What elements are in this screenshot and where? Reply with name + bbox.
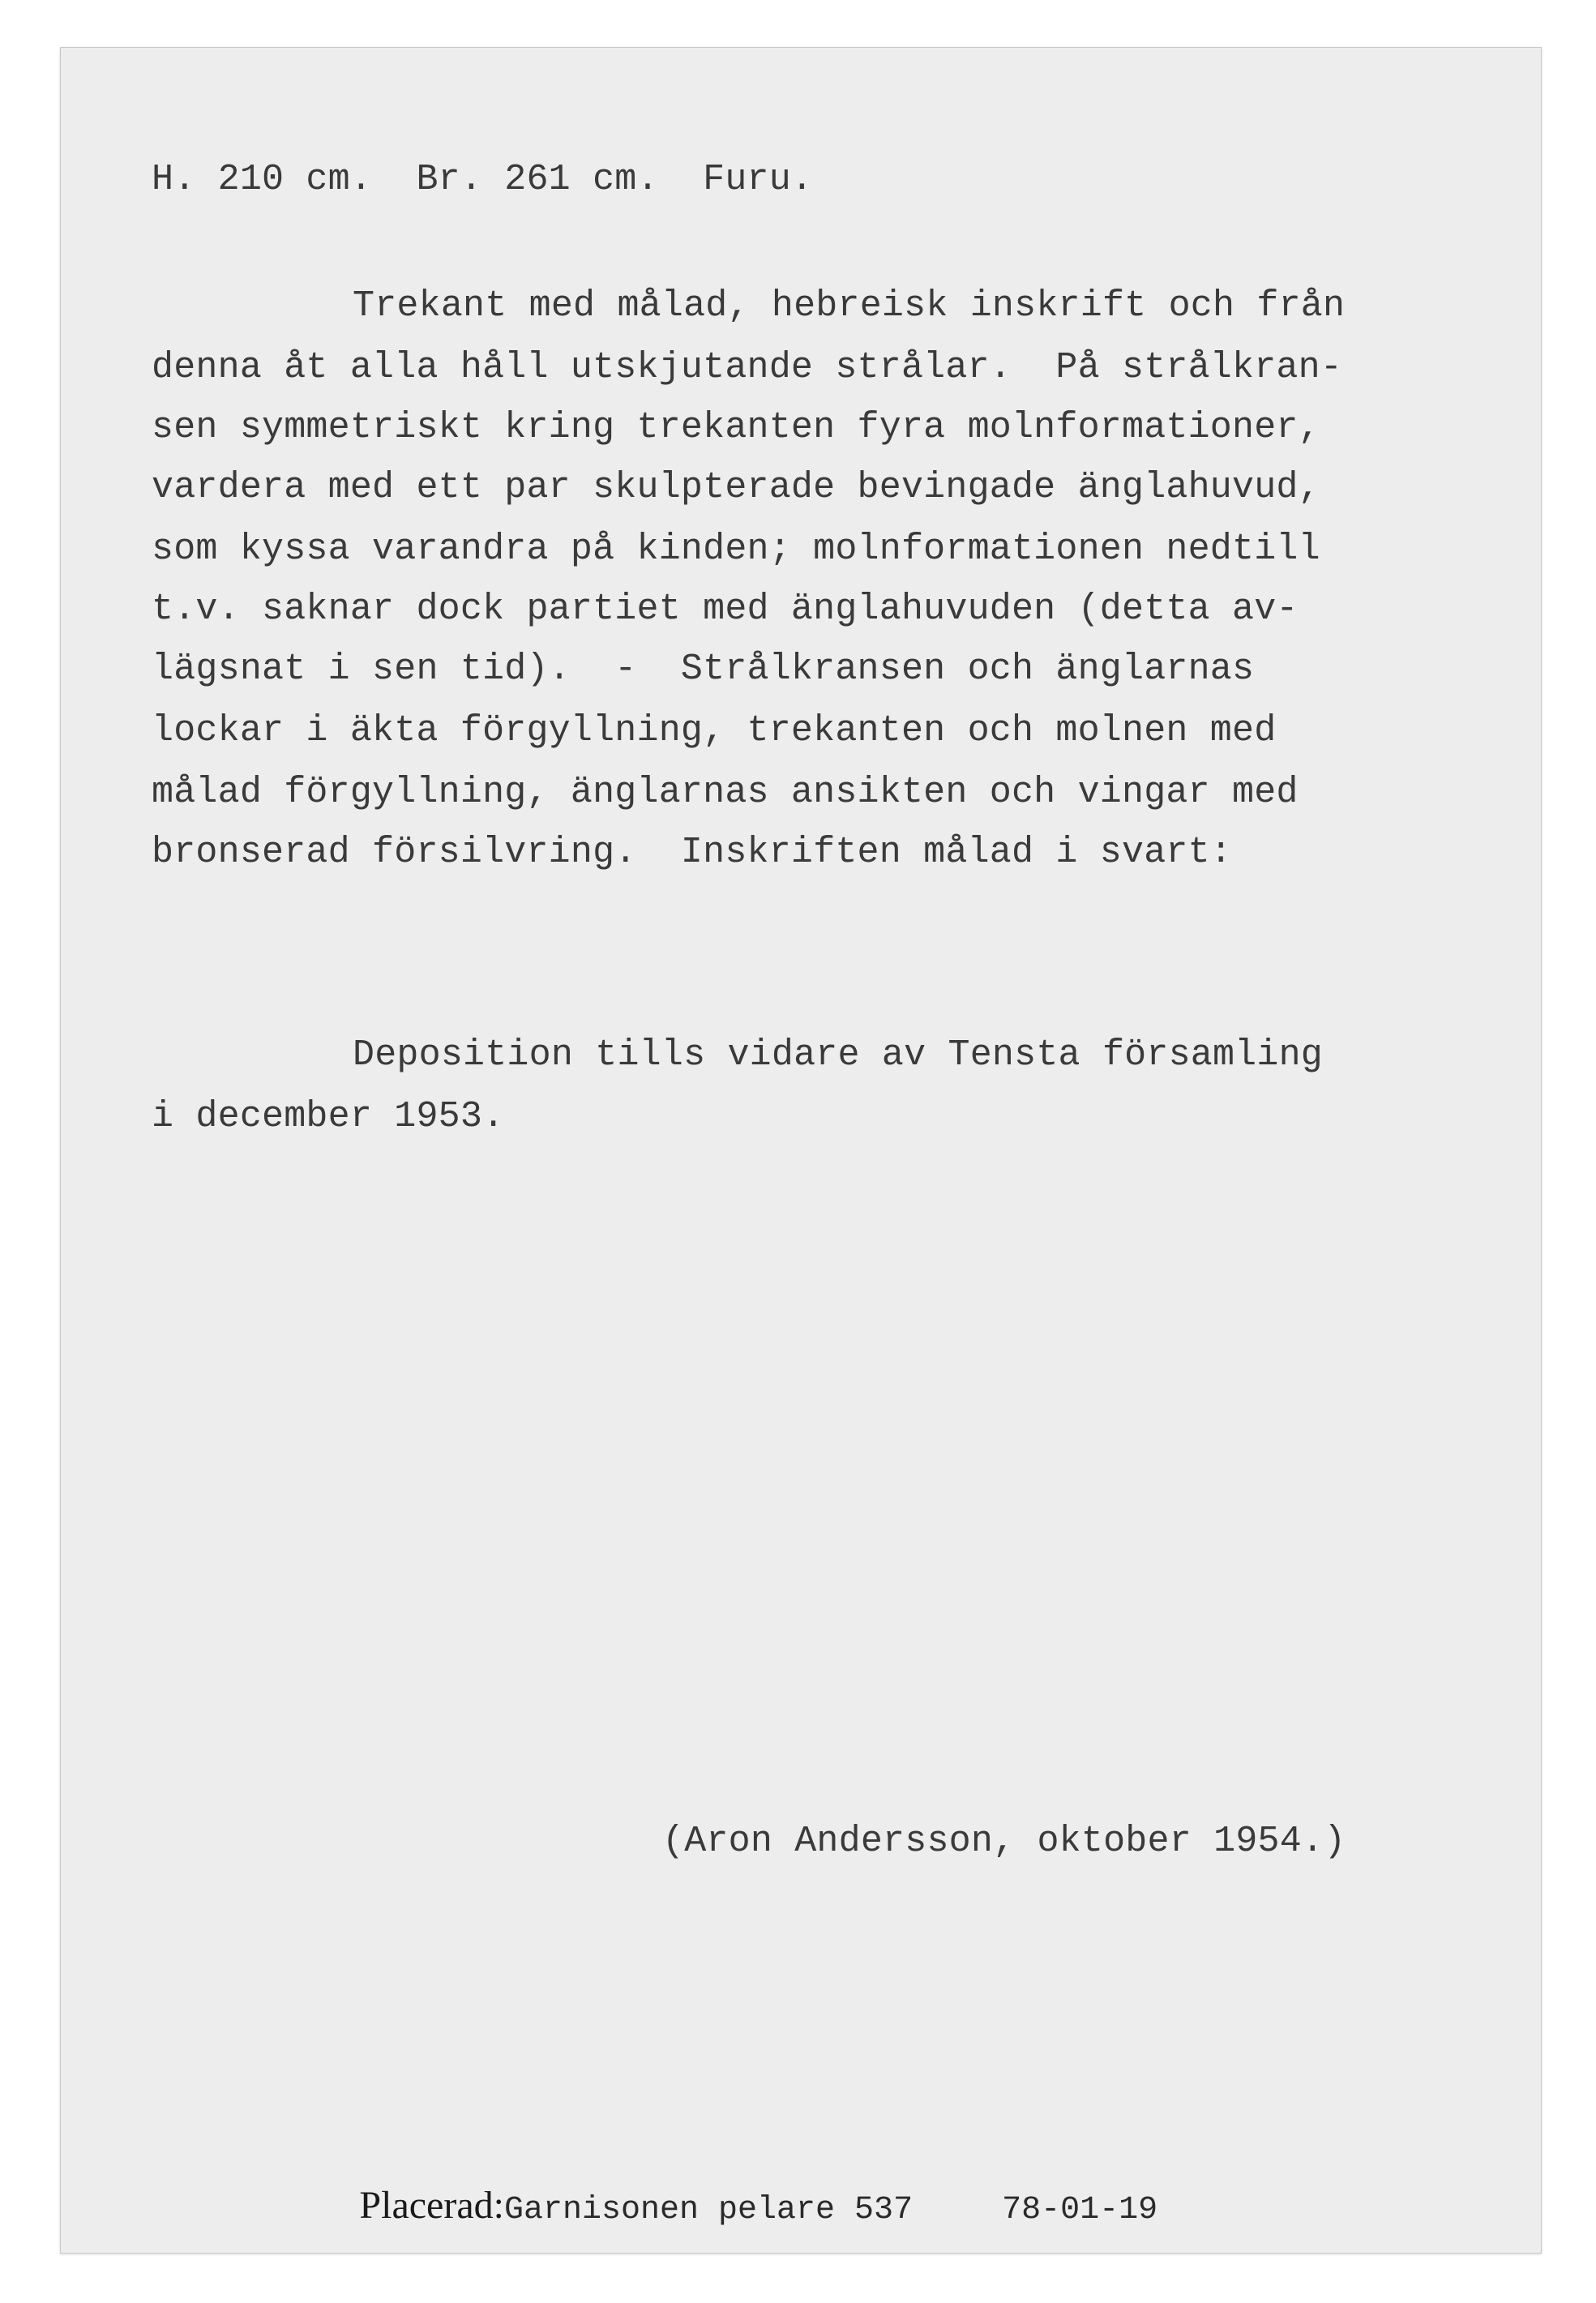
description-line: Trekant med målad, hebreisk inskrift och från	[353, 285, 1346, 327]
description-line: målad förgyllning, änglarnas ansikten och vingar med	[152, 772, 1299, 813]
description-line: bronserad försilvring. Inskriften målad i svart:	[152, 832, 1233, 873]
placement-date: 78-01-19	[1002, 2192, 1158, 2228]
catalog-card	[60, 47, 1542, 2254]
description-line: lägsnat i sen tid). - Strålkransen och änglarnas	[152, 649, 1255, 690]
dimensions-line: H. 210 cm. Br. 261 cm. Furu.	[152, 159, 814, 200]
placement-label: Placerad:	[359, 2184, 504, 2227]
description-line: som kyssa varandra på kinden; molnformationen nedtill	[152, 529, 1320, 570]
description-line: t.v. saknar dock partiet med änglahuvuden (detta av-	[152, 589, 1299, 630]
description-line: lockar i äkta förgyllning, trekanten och molnen med	[152, 710, 1277, 751]
description-line: denna åt alla håll utskjutande strålar. På strålkran-	[152, 347, 1343, 388]
deposition-line: Deposition tills vidare av Tensta församling	[353, 1034, 1323, 1076]
description-line: sen symmetriskt kring trekanten fyra molnformationer,	[152, 407, 1320, 448]
placement-line	[328, 2168, 1157, 2243]
placement-value: Garnisonen pelare 537	[503, 2192, 914, 2228]
deposition-line: i december 1953.	[152, 1096, 505, 1137]
description-line: vardera med ett par skulpterade bevingade änglahuvud,	[152, 467, 1320, 508]
author-signature: (Aron Andersson, oktober 1954.)	[662, 1821, 1346, 1862]
